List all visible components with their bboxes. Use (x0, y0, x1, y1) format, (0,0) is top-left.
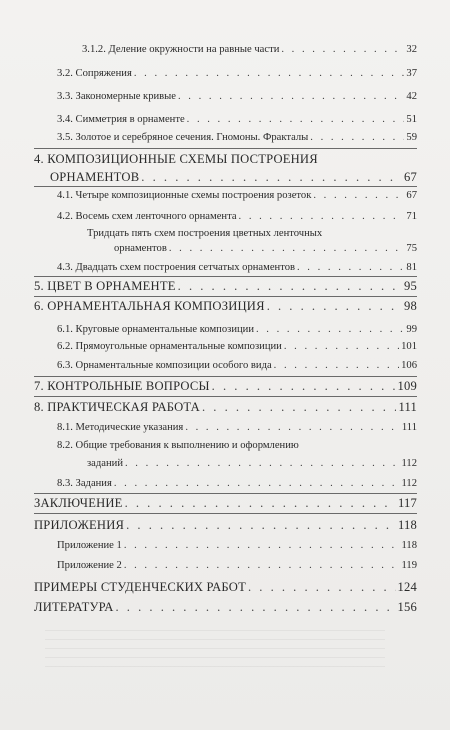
toc-entry-8-2 (87, 458, 417, 469)
divider (34, 148, 417, 149)
toc-entry-title: 8. ПРАКТИЧЕСКАЯ РАБОТА (34, 400, 200, 414)
toc-entry-page: 99 (406, 324, 417, 335)
toc-entry-appendix-2 (57, 560, 417, 571)
toc-entry-title: 5. ЦВЕТ В ОРНАМЕНТЕ (34, 279, 176, 293)
toc-entry-3-2 (57, 68, 417, 79)
toc-entry-title: 6. ОРНАМЕНТАЛЬНАЯ КОМПОЗИЦИЯ (34, 299, 265, 313)
toc-entry-title: 3.4. Симметрия в орнаменте (57, 114, 185, 125)
toc-entry-8-2-line1: 8.2. Общие требования к выполнению и оформлению (57, 440, 299, 451)
toc-entry-6-2 (57, 341, 417, 352)
toc-entry-page: 117 (397, 496, 417, 510)
toc-entry-page: 106 (401, 360, 417, 371)
toc-entry-4-line1: 4. КОМПОЗИЦИОННЫЕ СХЕМЫ ПОСТРОЕНИЯ (34, 152, 318, 166)
toc-entry-title: Приложение 2 (57, 560, 122, 571)
toc-entry-4-2-sub (114, 243, 417, 254)
divider (34, 296, 417, 297)
toc-entry-literature (34, 600, 417, 615)
toc-entry-title: 8.1. Методические указания (57, 422, 184, 433)
divider (34, 276, 417, 277)
toc-entry-page: 109 (397, 379, 417, 393)
toc-entry-page: 71 (406, 211, 417, 222)
toc-entry-page: 42 (406, 91, 417, 102)
toc-entry-4-1 (57, 190, 417, 201)
toc-entry-title: 3.3. Закономерные кривые (57, 91, 176, 102)
toc-entry-page: 95 (404, 279, 417, 293)
toc-entry-page: 67 (406, 190, 417, 201)
toc-entry-page: 37 (406, 68, 417, 79)
toc-entry-4 (50, 170, 417, 185)
toc-entry-title: орнаментов (114, 243, 167, 254)
toc-entry-title: 7. КОНТРОЛЬНЫЕ ВОПРОСЫ (34, 379, 210, 393)
toc-entry-6 (34, 299, 417, 314)
toc-entry-3-3 (57, 91, 417, 102)
toc-entry-title: ПРИЛОЖЕНИЯ (34, 518, 125, 532)
divider (34, 513, 417, 514)
toc-entry-title: 4.1. Четыре композиционные схемы построения розеток (57, 190, 312, 201)
divider (34, 396, 417, 397)
toc-entry-4-2 (57, 211, 417, 222)
toc-entry-title: ЛИТЕРАТУРА (34, 600, 114, 614)
toc-entry-4-3 (57, 262, 417, 273)
toc-entry-page: 81 (406, 262, 417, 273)
toc-entry-page: 111 (401, 422, 417, 433)
toc-entry-page: 75 (406, 243, 417, 254)
toc-entry-student-works (34, 580, 417, 595)
toc-entry-6-1 (57, 324, 417, 335)
toc-entry-title: 3.1.2. Деление окружности на равные части (82, 44, 280, 55)
toc-entry-title: 6.2. Прямоугольные орнаментальные композиции (57, 341, 282, 352)
toc-entry-3-4 (57, 114, 417, 125)
divider (34, 493, 417, 494)
toc-entry-page: 101 (401, 341, 417, 352)
toc-entry-title: ПРИМЕРЫ СТУДЕНЧЕСКИХ РАБОТ (34, 580, 246, 594)
toc-entry-title: 6.3. Орнаментальные композиции особого вида (57, 360, 272, 371)
toc-entry-4-2-sub-line1: Тридцать пять схем построения цветных ленточных (87, 228, 323, 239)
toc-entry-5 (34, 279, 417, 294)
toc-entry-page: 119 (401, 560, 417, 571)
divider (34, 376, 417, 377)
toc-entry-title: Приложение 1 (57, 540, 122, 551)
toc-entry-page: 32 (406, 44, 417, 55)
toc-entry-title: 3.5. Золотое и серебряное сечения. Гномоны. Фракталы (57, 132, 309, 143)
toc-entry-appendices (34, 518, 417, 533)
toc-entry-title: ОРНАМЕНТОВ (50, 170, 140, 184)
toc-entry-8-1 (57, 422, 417, 433)
toc-entry-3-5 (57, 132, 417, 143)
toc-entry-7 (34, 379, 417, 394)
toc-entry-6-3 (57, 360, 417, 371)
divider (34, 186, 417, 187)
toc-entry-page: 51 (406, 114, 417, 125)
toc-entry-page: 112 (401, 478, 417, 489)
toc-entry-8-3 (57, 478, 417, 489)
toc-entry-appendix-1 (57, 540, 417, 551)
toc-entry-title: ЗАКЛЮЧЕНИЕ (34, 496, 123, 510)
toc-entry-page: 124 (397, 580, 417, 594)
toc-entry-title: 4.2. Восемь схем ленточного орнамента (57, 211, 237, 222)
toc-entry-page: 98 (404, 299, 417, 313)
toc-entry-page: 59 (406, 132, 417, 143)
toc-entry-title: 3.2. Сопряжения (57, 68, 132, 79)
toc-entry-page: 156 (397, 600, 417, 614)
toc-entry-title: заданий (87, 458, 123, 469)
toc-entry-page: 118 (397, 518, 417, 532)
toc-entry-3-1-2 (82, 44, 417, 55)
faint-bleed-through (45, 630, 385, 670)
toc-entry-page: 112 (401, 458, 417, 469)
toc-entry-title: 4.3. Двадцать схем построения сетчатых орнаментов (57, 262, 295, 273)
toc-entry-page: 67 (404, 170, 417, 184)
toc-entry-page: 118 (401, 540, 417, 551)
toc-entry-page: 111 (398, 400, 417, 414)
toc-entry-conclusion (34, 496, 417, 511)
toc-entry-8 (34, 400, 417, 415)
toc-entry-title: 6.1. Круговые орнаментальные композиции (57, 324, 254, 335)
toc-entry-title: 8.3. Задания (57, 478, 112, 489)
